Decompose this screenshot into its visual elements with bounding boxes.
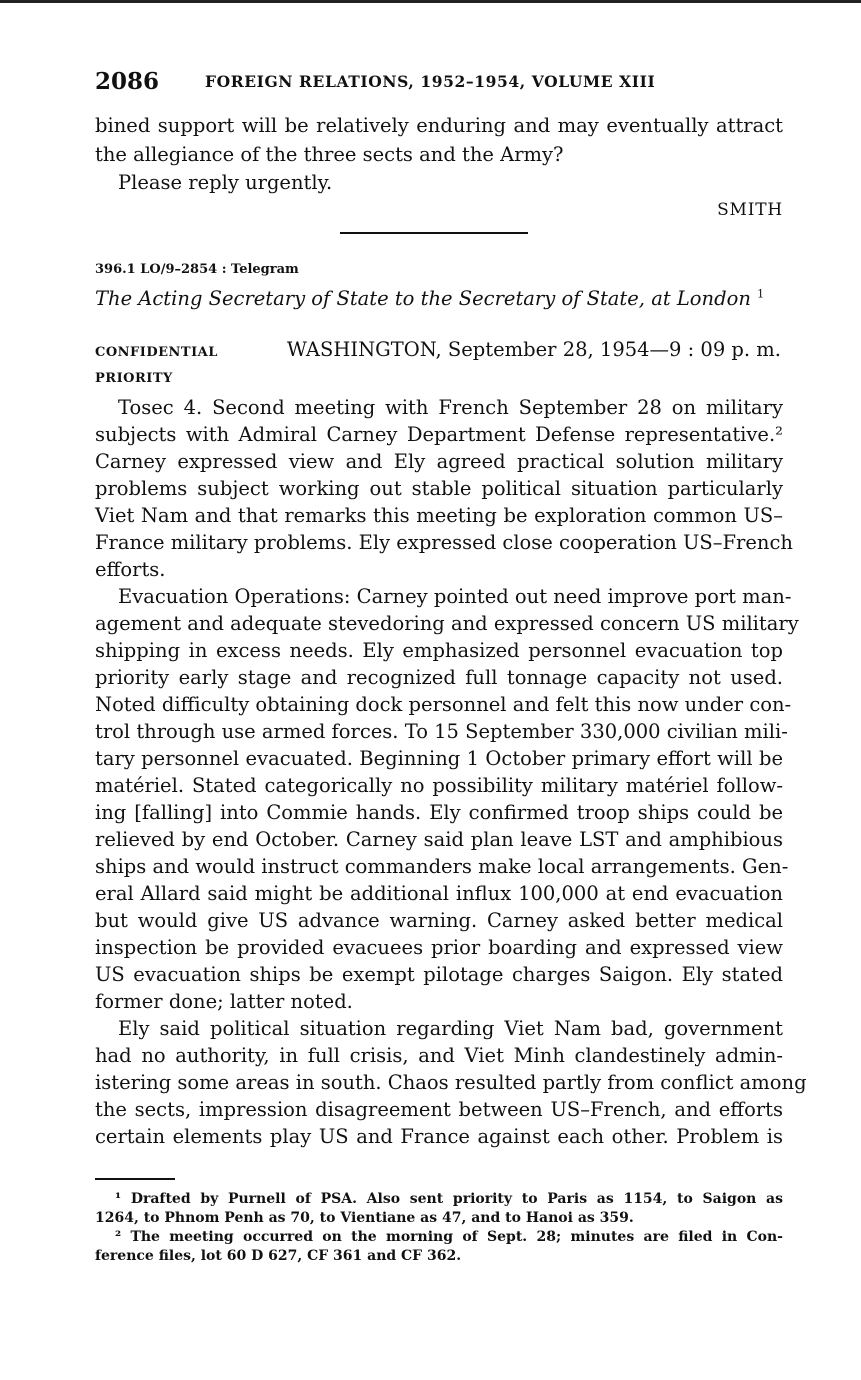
- precedence: PRIORITY: [95, 371, 173, 386]
- running-title: FOREIGN RELATIONS, 1952–1954, VOLUME XIII: [205, 72, 656, 91]
- body-line: trol through use armed forces. To 15 September 330,000 civilian mili-: [95, 720, 788, 743]
- footnote-line: ¹ Drafted by Purnell of PSA. Also sent priority to Paris as 1154, to Saigon as: [115, 1191, 783, 1207]
- body-line: but would give US advance warning. Carney asked better medical: [95, 909, 783, 932]
- body-line: Viet Nam and that remarks this meeting be exploration common US–: [95, 504, 783, 527]
- body-line: Noted difficulty obtaining dock personnel and felt this now under con-: [95, 693, 792, 716]
- continuation-line: bined support will be relatively enduring and may eventually attract: [95, 114, 783, 137]
- body-line: Ely said political situation regarding Viet Nam bad, government: [118, 1017, 783, 1040]
- body-line: former done; latter noted.: [95, 990, 353, 1013]
- body-line: efforts.: [95, 558, 166, 581]
- signature: SMITH: [717, 200, 783, 220]
- body-line: inspection be provided evacuees prior boarding and expressed view: [95, 936, 783, 959]
- body-line: certain elements play US and France against each other. Problem is: [95, 1125, 783, 1148]
- body-line: relieved by end October. Carney said plan leave LST and amphibious: [95, 828, 783, 851]
- body-line: US evacuation ships be exempt pilotage charges Saigon. Ely stated: [95, 963, 783, 986]
- file-reference: 396.1 LO/9–2854 : Telegram: [95, 262, 299, 277]
- footnote-line: 1264, to Phnom Penh as 70, to Vientiane as 47, and to Hanoi as 359.: [95, 1210, 634, 1226]
- body-line: shipping in excess needs. Ely emphasized personnel evacuation top: [95, 639, 783, 662]
- body-line: istering some areas in south. Chaos resulted partly from conflict among: [95, 1071, 807, 1094]
- top-border: [0, 0, 861, 3]
- closing-line: Please reply urgently.: [118, 171, 333, 194]
- body-line: problems subject working out stable political situation particularly: [95, 477, 783, 500]
- classification: CONFIDENTIAL: [95, 345, 218, 360]
- dateline: WASHINGTON, September 28, 1954—9 : 09 p. m.: [286, 338, 781, 361]
- body-line: had no authority, in full crisis, and Viet Minh clandestinely admin-: [95, 1044, 783, 1067]
- footnote-divider: [95, 1178, 175, 1180]
- body-line: agement and adequate stevedoring and expressed concern US military: [95, 612, 799, 635]
- footnote-line: ² The meeting occurred on the morning of Sept. 28; minutes are filed in Con-: [115, 1229, 783, 1245]
- body-line: priority early stage and recognized full tonnage capacity not used.: [95, 666, 783, 689]
- document-title: [95, 287, 764, 310]
- body-line: ships and would instruct commanders make local arrangements. Gen-: [95, 855, 789, 878]
- body-line: Carney expressed view and Ely agreed practical solution military: [95, 450, 783, 473]
- body-line: matériel. Stated categorically no possibility military matériel follow-: [95, 774, 783, 797]
- continuation-line: the allegiance of the three sects and the Army?: [95, 143, 564, 166]
- body-line: the sects, impression disagreement between US–French, and efforts: [95, 1098, 783, 1121]
- page-header: [95, 68, 785, 98]
- body-line: Evacuation Operations: Carney pointed out need improve port man-: [118, 585, 792, 608]
- body-line: France military problems. Ely expressed close cooperation US–French: [95, 531, 793, 554]
- body-line: Tosec 4. Second meeting with French September 28 on military: [118, 396, 783, 419]
- footnote-line: ference files, lot 60 D 627, CF 361 and CF 362.: [95, 1248, 462, 1264]
- body-line: ing [falling] into Commie hands. Ely confirmed troop ships could be: [95, 801, 783, 824]
- body-line: tary personnel evacuated. Beginning 1 October primary effort will be: [95, 747, 783, 770]
- body-line: subjects with Admiral Carney Department Defense representative.²: [95, 423, 783, 446]
- document-title-text: The Acting Secretary of State to the Secretary of State, at London: [95, 287, 751, 310]
- page-number: 2086: [95, 68, 160, 95]
- section-divider: [340, 232, 528, 234]
- title-footnote-marker: 1: [757, 287, 765, 301]
- body-line: eral Allard said might be additional influx 100,000 at end evacuation: [95, 882, 783, 905]
